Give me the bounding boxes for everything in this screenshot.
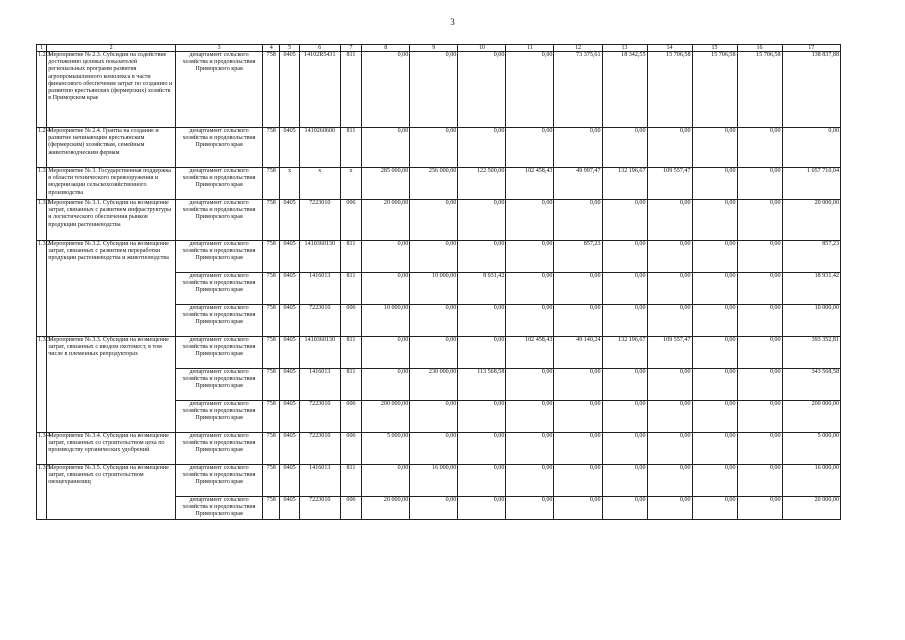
year-value: 49 140,24: [554, 337, 602, 369]
year-value: 0,00: [554, 128, 602, 168]
code-section: х: [280, 168, 299, 200]
total-value: 0,00: [782, 128, 840, 168]
code-target-article: 7223010: [299, 497, 340, 520]
code-section: 0405: [280, 401, 299, 433]
code-grbs: 758: [263, 305, 280, 337]
year-value: 0,00: [647, 200, 692, 241]
year-value: 16 000,00: [410, 465, 458, 497]
code-target-article: 1416013: [299, 369, 340, 401]
code-expense-type: 006: [340, 200, 361, 241]
table-row: [37, 465, 841, 497]
column-number: 5: [280, 45, 299, 52]
year-value: 109 557,47: [647, 168, 692, 200]
year-value: 0,00: [737, 273, 782, 305]
executor: департамент сельского хозяйства и продовольствия Приморского края: [176, 168, 263, 200]
year-value: 0,00: [737, 128, 782, 168]
year-value: 0,00: [554, 433, 602, 465]
year-value: 0,00: [362, 465, 410, 497]
year-value: 0,00: [554, 273, 602, 305]
year-value: 132 196,67: [602, 337, 647, 369]
year-value: 109 557,47: [647, 337, 692, 369]
code-section: 0405: [280, 337, 299, 369]
page-number: 3: [450, 17, 455, 27]
year-value: 0,00: [692, 241, 737, 273]
year-value: 0,00: [506, 241, 554, 273]
code-target-article: 7223010: [299, 401, 340, 433]
year-value: 0,00: [647, 497, 692, 520]
year-value: 0,00: [647, 305, 692, 337]
year-value: 0,00: [458, 401, 506, 433]
year-value: 0,00: [647, 273, 692, 305]
code-grbs: 758: [263, 273, 280, 305]
year-value: 0,00: [737, 369, 782, 401]
year-value: 0,00: [506, 497, 554, 520]
total-value: 18 931,42: [782, 273, 840, 305]
code-expense-type: 006: [340, 305, 361, 337]
year-value: 0,00: [692, 168, 737, 200]
year-value: 0,00: [410, 200, 458, 241]
measure-name: Мероприятие № 3.5. Субсидии на возмещение затрат, связанных со строительством овощехранилищ: [47, 465, 176, 520]
year-value: 0,00: [458, 52, 506, 128]
total-value: 138 837,88: [782, 52, 840, 128]
code-section: 0405: [280, 52, 299, 128]
year-value: 0,00: [458, 200, 506, 241]
year-value: 0,00: [506, 273, 554, 305]
year-value: 0,00: [647, 369, 692, 401]
code-grbs: 758: [263, 52, 280, 128]
year-value: 0,00: [506, 128, 554, 168]
executor: департамент сельского хозяйства и продовольствия Приморского края: [176, 200, 263, 241]
year-value: 0,00: [362, 273, 410, 305]
executor: департамент сельского хозяйства и продовольствия Приморского края: [176, 337, 263, 369]
column-number-row: [37, 45, 841, 52]
year-value: 0,00: [692, 128, 737, 168]
item-number: 1.3.4: [37, 433, 47, 465]
executor: департамент сельского хозяйства и продовольствия Приморского края: [176, 241, 263, 273]
column-number: 4: [263, 45, 280, 52]
year-value: 0,00: [647, 241, 692, 273]
year-value: 8 931,42: [458, 273, 506, 305]
year-value: 0,00: [506, 200, 554, 241]
year-value: 102 458,43: [506, 337, 554, 369]
executor: департамент сельского хозяйства и продовольствия Приморского края: [176, 273, 263, 305]
total-value: 20 000,00: [782, 497, 840, 520]
year-value: 285 000,00: [362, 168, 410, 200]
year-value: 0,00: [458, 465, 506, 497]
item-number: 1.3.: [37, 168, 47, 200]
code-expense-type: 811: [340, 337, 361, 369]
code-target-article: 1416013: [299, 273, 340, 305]
year-value: 113 568,58: [458, 369, 506, 401]
year-value: 0,00: [506, 433, 554, 465]
executor: департамент сельского хозяйства и продовольствия Приморского края: [176, 369, 263, 401]
year-value: 10 000,00: [410, 273, 458, 305]
item-number: 1.3.3: [37, 337, 47, 433]
year-value: 0,00: [602, 497, 647, 520]
code-target-article: 14102R5431: [299, 52, 340, 128]
year-value: 0,00: [737, 168, 782, 200]
measure-name: Мероприятие № 3.2. Субсидии на возмещение затрат, связанных с развитием переработки продукции растениеводства и животноводства: [47, 241, 176, 337]
year-value: 0,00: [692, 401, 737, 433]
code-target-article: 1410360130: [299, 337, 340, 369]
total-value: 20 000,00: [782, 200, 840, 241]
year-value: 0,00: [647, 128, 692, 168]
year-value: 0,00: [692, 369, 737, 401]
code-target-article: 1410360130: [299, 241, 340, 273]
year-value: 0,00: [602, 401, 647, 433]
total-value: 10 000,00: [782, 305, 840, 337]
year-value: 0,00: [554, 369, 602, 401]
code-expense-type: 811: [340, 369, 361, 401]
table-row: [37, 128, 841, 168]
year-value: 0,00: [602, 433, 647, 465]
year-value: 0,00: [602, 200, 647, 241]
year-value: 5 000,00: [362, 433, 410, 465]
column-number: 14: [647, 45, 692, 52]
year-value: 0,00: [362, 337, 410, 369]
executor: департамент сельского хозяйства и продовольствия Приморского края: [176, 401, 263, 433]
code-section: 0405: [280, 241, 299, 273]
measure-name: Мероприятие № 3.1. Субсидии на возмещение затрат, связанных с развитием инфраструктуры и логистического обеспечения рынков продукции растениеводства: [47, 200, 176, 241]
year-value: 0,00: [506, 401, 554, 433]
year-value: 0,00: [458, 241, 506, 273]
code-expense-type: 006: [340, 433, 361, 465]
code-grbs: 758: [263, 497, 280, 520]
year-value: 0,00: [410, 401, 458, 433]
year-value: 0,00: [602, 369, 647, 401]
measure-name: Мероприятие № 2.3. Субсидии на содействие достижению целевых показателей региональных программ развития агропромышленного комплекса в части финансового обеспечения затрат по созданию и развитию крестьянских (фермерских) хозяйств в Приморском крае: [47, 52, 176, 128]
code-grbs: 758: [263, 433, 280, 465]
year-value: 10 000,00: [362, 305, 410, 337]
code-expense-type: х: [340, 168, 361, 200]
executor: департамент сельского хозяйства и продовольствия Приморского края: [176, 433, 263, 465]
year-value: 0,00: [410, 305, 458, 337]
column-number: 16: [737, 45, 782, 52]
year-value: 0,00: [410, 433, 458, 465]
code-target-article: 7223010: [299, 305, 340, 337]
code-grbs: 758: [263, 401, 280, 433]
year-value: 0,00: [506, 369, 554, 401]
column-number: 7: [340, 45, 361, 52]
year-value: 0,00: [362, 52, 410, 128]
code-target-article: 7223010: [299, 433, 340, 465]
column-number: 17: [782, 45, 840, 52]
measure-name: Мероприятие № 3. Государственная поддержка в области технического перевооружения и модернизации сельскохозяйственного производства: [47, 168, 176, 200]
year-value: 0,00: [506, 305, 554, 337]
table-row: [37, 241, 841, 273]
item-number: 1.3.5: [37, 465, 47, 520]
measure-name: Мероприятие № 3.3. Субсидии на возмещение затрат, связанных с вводом скотомест, в том числе в племенных репродукторах: [47, 337, 176, 433]
measure-name: Мероприятие № 2.4. Гранты на создание и развитие начинающим крестьянским (фермерским) хозяйствам, семейным животноводческим фермам: [47, 128, 176, 168]
executor: департамент сельского хозяйства и продовольствия Приморского края: [176, 465, 263, 497]
code-grbs: 758: [263, 369, 280, 401]
year-value: 0,00: [506, 52, 554, 128]
year-value: 0,00: [692, 337, 737, 369]
year-value: 0,00: [692, 465, 737, 497]
year-value: 0,00: [737, 337, 782, 369]
year-value: 0,00: [737, 433, 782, 465]
year-value: 0,00: [647, 465, 692, 497]
year-value: 0,00: [692, 305, 737, 337]
code-section: 0405: [280, 433, 299, 465]
column-number: 13: [602, 45, 647, 52]
executor: департамент сельского хозяйства и продовольствия Приморского края: [176, 128, 263, 168]
year-value: 122 500,00: [458, 168, 506, 200]
code-section: 0405: [280, 128, 299, 168]
table-row: [37, 200, 841, 241]
column-number: 12: [554, 45, 602, 52]
code-section: 0405: [280, 369, 299, 401]
year-value: 0,00: [554, 200, 602, 241]
column-number: 1: [37, 45, 47, 52]
year-value: 132 196,67: [602, 168, 647, 200]
column-number: 11: [506, 45, 554, 52]
code-expense-type: 811: [340, 273, 361, 305]
code-section: 0405: [280, 305, 299, 337]
item-number: 1.2.3: [37, 52, 47, 128]
year-value: 0,00: [692, 433, 737, 465]
code-expense-type: 811: [340, 241, 361, 273]
year-value: 18 342,55: [602, 52, 647, 128]
table-row: [37, 337, 841, 369]
column-number: 9: [410, 45, 458, 52]
year-value: 15 706,58: [647, 52, 692, 128]
total-value: 393 352,81: [782, 337, 840, 369]
year-value: 0,00: [554, 465, 602, 497]
year-value: 0,00: [554, 305, 602, 337]
total-value: 16 000,00: [782, 465, 840, 497]
year-value: 20 000,00: [362, 200, 410, 241]
column-number: 10: [458, 45, 506, 52]
year-value: 0,00: [458, 337, 506, 369]
total-value: 1 057 710,04: [782, 168, 840, 200]
code-target-article: 7223010: [299, 200, 340, 241]
code-grbs: 758: [263, 128, 280, 168]
code-target-article: 1416013: [299, 465, 340, 497]
total-value: 5 000,00: [782, 433, 840, 465]
year-value: 102 458,43: [506, 168, 554, 200]
year-value: 857,23: [554, 241, 602, 273]
code-grbs: 758: [263, 168, 280, 200]
year-value: 0,00: [362, 241, 410, 273]
year-value: 0,00: [647, 433, 692, 465]
year-value: 0,00: [602, 128, 647, 168]
year-value: 15 706,58: [692, 52, 737, 128]
year-value: 0,00: [410, 241, 458, 273]
year-value: 200 000,00: [362, 401, 410, 433]
year-value: 0,00: [692, 200, 737, 241]
column-number: 15: [692, 45, 737, 52]
column-number: 3: [176, 45, 263, 52]
year-value: 49 997,47: [554, 168, 602, 200]
column-number: 8: [362, 45, 410, 52]
year-value: 0,00: [362, 128, 410, 168]
item-number: 1.2.4: [37, 128, 47, 168]
year-value: 0,00: [458, 497, 506, 520]
year-value: 0,00: [692, 497, 737, 520]
total-value: 857,23: [782, 241, 840, 273]
total-value: 200 000,00: [782, 401, 840, 433]
table-row: [37, 168, 841, 200]
executor: департамент сельского хозяйства и продовольствия Приморского края: [176, 497, 263, 520]
year-value: 0,00: [692, 273, 737, 305]
year-value: 230 000,00: [410, 369, 458, 401]
year-value: 0,00: [737, 497, 782, 520]
year-value: 0,00: [362, 369, 410, 401]
year-value: 0,00: [458, 433, 506, 465]
code-section: 0405: [280, 273, 299, 305]
year-value: 0,00: [410, 337, 458, 369]
year-value: 0,00: [410, 52, 458, 128]
code-target-article: 1410260600: [299, 128, 340, 168]
year-value: 0,00: [410, 497, 458, 520]
year-value: 15 706,58: [737, 52, 782, 128]
code-section: 0405: [280, 465, 299, 497]
code-grbs: 758: [263, 200, 280, 241]
budget-table: [36, 44, 841, 520]
year-value: 0,00: [602, 465, 647, 497]
column-number: 2: [47, 45, 176, 52]
table-row: [37, 433, 841, 465]
year-value: 0,00: [506, 465, 554, 497]
code-section: 0405: [280, 497, 299, 520]
year-value: 0,00: [602, 273, 647, 305]
year-value: 0,00: [602, 241, 647, 273]
executor: департамент сельского хозяйства и продовольствия Приморского края: [176, 52, 263, 128]
code-grbs: 758: [263, 337, 280, 369]
year-value: 0,00: [458, 305, 506, 337]
code-section: 0405: [280, 200, 299, 241]
year-value: 0,00: [410, 128, 458, 168]
total-value: 343 568,58: [782, 369, 840, 401]
year-value: 0,00: [647, 401, 692, 433]
column-number: 6: [299, 45, 340, 52]
table-row: [37, 52, 841, 128]
executor: департамент сельского хозяйства и продовольствия Приморского края: [176, 305, 263, 337]
year-value: 73 375,61: [554, 52, 602, 128]
year-value: 0,00: [602, 305, 647, 337]
code-expense-type: 811: [340, 128, 361, 168]
year-value: 0,00: [737, 465, 782, 497]
year-value: 0,00: [458, 128, 506, 168]
year-value: 0,00: [737, 200, 782, 241]
item-number: 1.3.2: [37, 241, 47, 337]
measure-name: Мероприятие № 3.4. Субсидии на возмещение затрат, связанных со строительством цеха по производству органических удобрений: [47, 433, 176, 465]
code-grbs: 758: [263, 241, 280, 273]
year-value: 20 000,00: [362, 497, 410, 520]
year-value: 0,00: [737, 241, 782, 273]
code-expense-type: 006: [340, 497, 361, 520]
year-value: 0,00: [737, 305, 782, 337]
code-expense-type: 811: [340, 465, 361, 497]
year-value: 0,00: [554, 401, 602, 433]
code-grbs: 758: [263, 465, 280, 497]
year-value: 256 000,00: [410, 168, 458, 200]
code-expense-type: 811: [340, 52, 361, 128]
item-number: 1.3.1: [37, 200, 47, 241]
code-expense-type: 006: [340, 401, 361, 433]
code-target-article: х: [299, 168, 340, 200]
year-value: 0,00: [737, 401, 782, 433]
year-value: 0,00: [554, 497, 602, 520]
